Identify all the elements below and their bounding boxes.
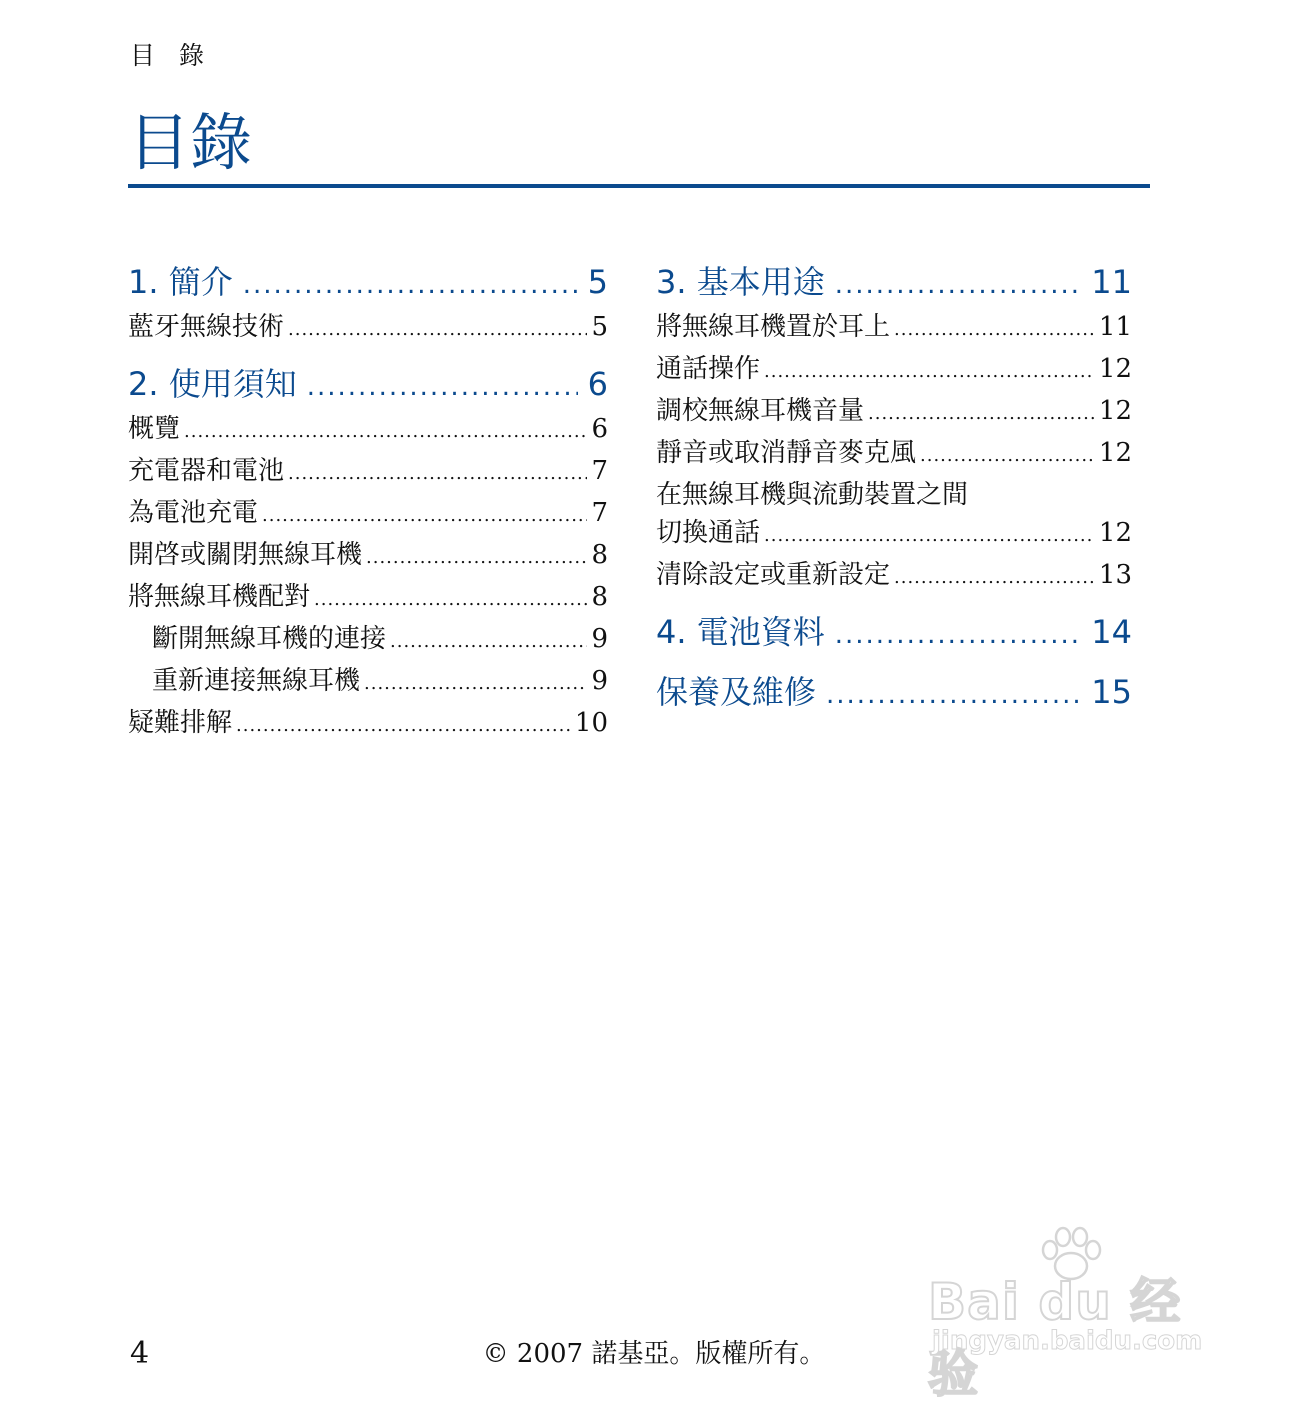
toc-page: 5	[591, 312, 608, 342]
toc-entry-charger-battery[interactable]	[128, 450, 608, 492]
toc-entry-switch-call-line1[interactable]: 在無線耳機與流動裝置之間	[656, 480, 969, 510]
toc-leader	[262, 495, 587, 537]
toc-label: 靜音或取消靜音麥克風	[656, 438, 917, 468]
toc-right-column	[656, 258, 1132, 716]
toc-leader	[314, 579, 587, 621]
title-divider	[128, 184, 1150, 188]
toc-label: 疑難排解	[128, 708, 233, 738]
toc-page: 7	[591, 456, 608, 486]
page-title: 目錄	[128, 106, 253, 179]
toc-page: 12	[1098, 354, 1132, 384]
toc-leader	[868, 393, 1095, 435]
toc-leader	[364, 663, 587, 705]
toc-entry-power-on-off[interactable]	[128, 534, 608, 576]
toc-label: 3. 基本用途	[656, 263, 825, 301]
toc-entry-charge-battery[interactable]	[128, 492, 608, 534]
toc-page: 6	[591, 414, 608, 444]
toc-label: 藍牙無線技術	[128, 312, 285, 342]
watermark-url: jingyan.baidu.com	[932, 1326, 1203, 1356]
toc-page: 7	[591, 498, 608, 528]
toc-leader	[243, 261, 578, 309]
toc-leader	[894, 309, 1095, 351]
toc-label: 斷開無線耳機的連接	[152, 624, 387, 654]
toc-page: 8	[591, 582, 608, 612]
toc-leader	[835, 611, 1082, 659]
toc-leader	[307, 363, 578, 411]
toc-page: 12	[1098, 438, 1132, 468]
toc-chapter-3[interactable]	[656, 258, 1132, 306]
toc-page: 11	[1091, 263, 1132, 301]
copyright-notice: © 2007 諾基亞。版權所有。	[482, 1339, 826, 1369]
toc-page: 9	[591, 666, 608, 696]
toc-leader	[236, 705, 571, 747]
toc-leader	[288, 309, 587, 351]
toc-label: 充電器和電池	[128, 456, 285, 486]
toc-page: 10	[574, 708, 608, 738]
toc-page: 5	[587, 263, 608, 301]
toc-chapter-2[interactable]	[128, 360, 608, 408]
toc-leader	[894, 557, 1095, 599]
toc-label: 將無線耳機配對	[128, 582, 311, 612]
toc-leader	[835, 261, 1082, 309]
toc-page: 6	[587, 365, 608, 403]
toc-chapter-care[interactable]	[656, 668, 1132, 716]
toc-left-column	[128, 258, 608, 744]
toc-label: 概覽	[128, 414, 181, 444]
toc-chapter-4[interactable]	[656, 608, 1132, 656]
toc-page: 9	[591, 624, 608, 654]
toc-entry-disconnect[interactable]	[128, 618, 608, 660]
toc-leader	[826, 671, 1081, 719]
toc-leader	[764, 515, 1095, 557]
watermark-brand: Bai du 经验	[928, 1273, 1182, 1403]
running-header: 目 錄	[130, 41, 212, 70]
toc-leader	[366, 537, 587, 579]
toc-label: 通話操作	[656, 354, 761, 384]
toc-label: 清除設定或重新設定	[656, 560, 891, 590]
toc-entry-reconnect[interactable]	[128, 660, 608, 702]
page-number: 4	[130, 1336, 150, 1371]
toc-label: 1. 簡介	[128, 263, 233, 301]
toc-entry-reset[interactable]	[656, 554, 1132, 596]
toc-label: 開啓或關閉無線耳機	[128, 540, 363, 570]
toc-leader	[184, 411, 587, 453]
toc-label: 切換通話	[656, 518, 761, 548]
toc-page: 12	[1098, 518, 1132, 548]
toc-entry-mute[interactable]	[656, 432, 1132, 474]
toc-leader	[288, 453, 587, 495]
toc-entry-troubleshooting[interactable]	[128, 702, 608, 744]
toc-label: 4. 電池資料	[656, 613, 825, 651]
toc-label: 2. 使用須知	[128, 365, 297, 403]
toc-page: 15	[1091, 673, 1132, 711]
toc-page: 13	[1098, 560, 1132, 590]
toc-label: 將無線耳機置於耳上	[656, 312, 891, 342]
toc-page: 14	[1091, 613, 1132, 651]
toc-page: 11	[1098, 312, 1132, 342]
toc-label: 為電池充電	[128, 498, 259, 528]
toc-entry-call-handling[interactable]	[656, 348, 1132, 390]
toc-leader	[764, 351, 1095, 393]
toc-label: 調校無線耳機音量	[656, 396, 865, 426]
toc-entry-wear-headset[interactable]	[656, 306, 1132, 348]
toc-leader	[920, 435, 1095, 477]
toc-page: 12	[1098, 396, 1132, 426]
toc-label: 保養及維修	[656, 673, 817, 711]
toc-entry-switch-call[interactable]	[656, 512, 1132, 554]
toc-entry-overview[interactable]	[128, 408, 608, 450]
toc-page: 8	[591, 540, 608, 570]
toc-label: 重新連接無線耳機	[152, 666, 361, 696]
toc-entry-pairing[interactable]	[128, 576, 608, 618]
toc-entry-volume[interactable]	[656, 390, 1132, 432]
toc-chapter-1[interactable]	[128, 258, 608, 306]
toc-entry-bluetooth[interactable]	[128, 306, 608, 348]
toc-leader	[390, 621, 587, 663]
